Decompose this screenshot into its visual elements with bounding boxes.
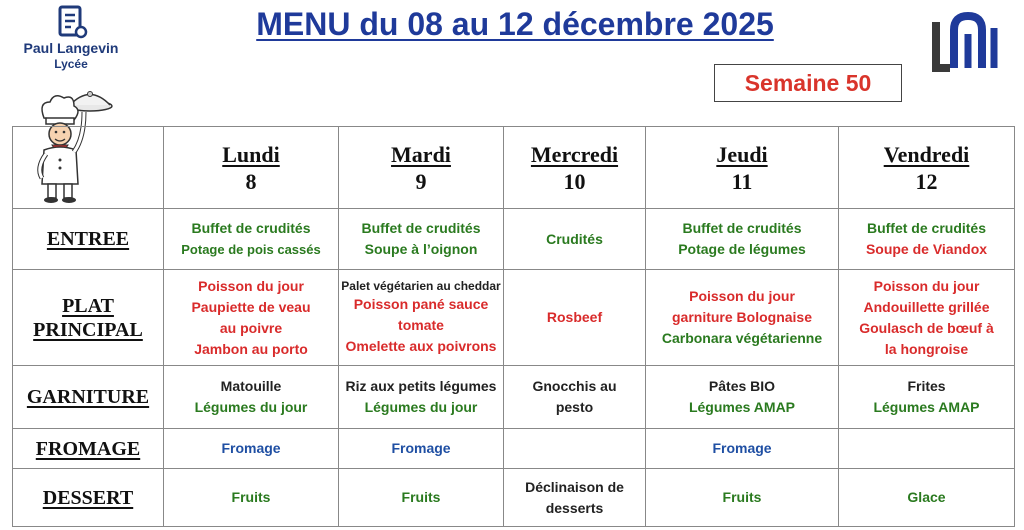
category-plat [13, 270, 164, 366]
fromage-lundi [164, 429, 339, 469]
plat-lundi [164, 270, 339, 366]
corner-cell [13, 127, 164, 209]
days-header-row [13, 127, 1015, 209]
fromage-vendredi [839, 429, 1015, 469]
menu-item: Crudités [546, 230, 603, 247]
menu-item: Andouillette grillée [863, 298, 990, 315]
menu-item: pesto [555, 399, 594, 415]
menu-item: Buffet de crudités [866, 220, 986, 236]
category-label: GARNITURE [26, 386, 150, 408]
day-name: Vendredi [883, 141, 970, 167]
menu-item: Palet végétarien au cheddar [341, 279, 501, 293]
day-header-mardi [339, 127, 504, 209]
menu-table [12, 126, 1015, 527]
garniture-mercredi [504, 366, 646, 429]
menu-item: Frites [907, 378, 946, 394]
day-number: 11 [731, 168, 753, 194]
menu-item: Poisson du jour [689, 288, 795, 304]
menu-item: Rosbeef [546, 309, 603, 325]
dessert-lundi [164, 469, 339, 527]
menu-item: Poisson pané sauce [353, 296, 489, 312]
menu-item: Soupe de Viandox [865, 241, 988, 257]
menu-item: Omelette aux poivrons [345, 338, 497, 354]
dessert-mercredi [504, 469, 646, 527]
day-name: Jeudi [716, 141, 768, 167]
menu-item: Fruits [722, 489, 762, 505]
menu-item: la hongroise [884, 340, 969, 357]
region-logo [932, 8, 1002, 74]
menu-item: Jambon au porto [194, 340, 308, 357]
page-title: MENU du 08 au 12 décembre 2025 [256, 6, 774, 42]
dessert-vendredi [839, 469, 1015, 527]
menu-item: Pâtes BIO [708, 378, 776, 394]
menu-item: Fruits [231, 489, 271, 505]
category-garniture [13, 366, 164, 429]
garniture-vendredi [839, 366, 1015, 429]
dessert-row [13, 469, 1015, 527]
fromage-mardi [339, 429, 504, 469]
plat-vendredi [839, 270, 1015, 366]
day-number: 10 [563, 168, 586, 194]
entree-mercredi [504, 209, 646, 270]
day-name: Lundi [222, 141, 280, 167]
menu-item: Poisson du jour [873, 277, 980, 294]
plat-row [13, 270, 1015, 366]
category-label: PLAT [62, 294, 114, 317]
dessert-mardi [339, 469, 504, 527]
school-name: Paul Langevin [23, 40, 119, 56]
region-logo-icon [932, 8, 1002, 74]
plat-jeudi [646, 270, 839, 366]
day-number: 8 [245, 168, 257, 194]
week-label: Semaine 50 [744, 69, 872, 96]
menu-item: Légumes AMAP [873, 399, 980, 415]
fromage-jeudi [646, 429, 839, 469]
menu-item: garniture Bolognaise [671, 309, 813, 325]
category-label: FROMAGE [35, 437, 141, 460]
menu-item: Déclinaison de [525, 478, 624, 495]
fromage-row [13, 429, 1015, 469]
menu-item: Buffet de crudités [361, 220, 481, 236]
menu-item: Fromage [391, 440, 451, 456]
category-dessert [13, 469, 164, 527]
dessert-jeudi [646, 469, 839, 527]
school-type: Lycée [54, 57, 88, 71]
day-header-jeudi [646, 127, 839, 209]
menu-item: Goulasch de bœuf à [859, 319, 994, 336]
menu-item: Fromage [712, 440, 772, 456]
menu-item: Légumes du jour [194, 399, 308, 415]
day-header-lundi [164, 127, 339, 209]
menu-item: Carbonara végétarienne [661, 330, 823, 346]
menu-item: Riz aux petits légumes [345, 378, 497, 394]
menu-item: Légumes AMAP [688, 399, 796, 415]
day-header-mercredi [504, 127, 646, 209]
menu-item: Fruits [401, 489, 441, 505]
menu-item: Potage de pois cassés [181, 242, 321, 257]
day-header-vendredi [839, 127, 1015, 209]
menu-item: Légumes du jour [364, 399, 478, 415]
category-label: ENTREE [46, 228, 130, 250]
entree-jeudi [646, 209, 839, 270]
entree-mardi [339, 209, 504, 270]
entree-vendredi [839, 209, 1015, 270]
day-number: 9 [415, 168, 427, 194]
menu-item: Matouille [220, 378, 282, 394]
garniture-row [13, 366, 1015, 429]
menu-item: tomate [398, 317, 444, 333]
school-logo-icon [54, 4, 88, 40]
day-name: Mardi [391, 141, 451, 167]
menu-item: Potage de légumes [678, 241, 806, 257]
menu-item: Fromage [221, 440, 281, 456]
week-badge [714, 64, 902, 102]
garniture-mardi [339, 366, 504, 429]
menu-item: Paupiette de veau [191, 298, 311, 315]
garniture-jeudi [646, 366, 839, 429]
menu-item: au poivre [219, 319, 283, 336]
menu-item: Buffet de crudités [682, 220, 802, 236]
fromage-mercredi [504, 429, 646, 469]
menu-item: Gnocchis au [532, 378, 617, 394]
page-header [0, 0, 1024, 122]
category-label: PRINCIPAL [33, 318, 143, 341]
menu-item: Buffet de crudités [191, 220, 311, 236]
entree-lundi [164, 209, 339, 270]
category-entree [13, 209, 164, 270]
menu-item: desserts [545, 499, 604, 516]
category-fromage [13, 429, 164, 469]
day-number: 12 [915, 168, 938, 194]
menu-item: Poisson du jour [198, 277, 304, 294]
menu-item: Glace [907, 489, 946, 505]
menu-item: Soupe à l’oignon [364, 241, 478, 257]
day-name: Mercredi [530, 141, 619, 167]
plat-mercredi [504, 270, 646, 366]
category-label: DESSERT [42, 486, 134, 509]
entree-row [13, 209, 1015, 270]
school-logo [6, 4, 136, 84]
garniture-lundi [164, 366, 339, 429]
plat-mardi [339, 270, 504, 366]
